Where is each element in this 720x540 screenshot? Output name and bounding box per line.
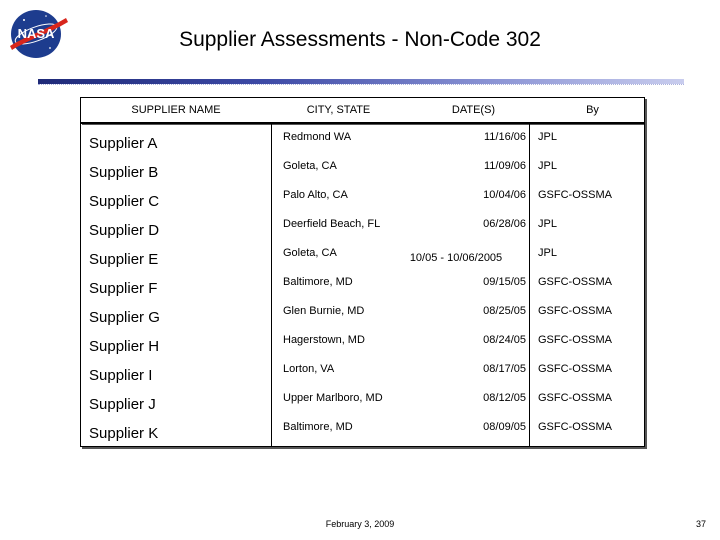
supplier-date: 10/05 - 10/06/2005: [409, 252, 503, 264]
supplier-name: Supplier I: [89, 367, 153, 384]
supplier-date: 09/15/05: [483, 276, 526, 288]
supplier-by: GSFC-OSSMA: [538, 276, 612, 288]
table-row: [81, 356, 644, 385]
supplier-city: Upper Marlboro, MD: [283, 392, 383, 404]
header-by: By: [586, 104, 599, 116]
supplier-by: JPL: [538, 218, 557, 230]
supplier-name: Supplier E: [89, 251, 159, 268]
supplier-city: Baltimore, MD: [283, 276, 353, 288]
supplier-city: Lorton, VA: [283, 363, 335, 375]
supplier-date: 08/17/05: [483, 363, 526, 375]
supplier-name: Supplier J: [89, 396, 156, 413]
supplier-name: Supplier B: [89, 164, 159, 181]
table-row: [81, 385, 644, 414]
supplier-city: Goleta, CA: [283, 247, 337, 259]
supplier-date: 06/28/06: [483, 218, 526, 230]
supplier-by: GSFC-OSSMA: [538, 392, 612, 404]
supplier-date: 08/09/05: [483, 421, 526, 433]
supplier-name: Supplier D: [89, 222, 160, 239]
supplier-name: Supplier F: [89, 280, 158, 297]
page-number: 37: [695, 519, 706, 529]
supplier-name: Supplier C: [89, 193, 160, 210]
table-row: [81, 298, 644, 327]
supplier-date: 11/09/06: [483, 160, 526, 172]
page-title: Supplier Assessments - Non-Code 302: [179, 28, 541, 51]
table-row: [81, 153, 644, 182]
supplier-by: JPL: [538, 131, 557, 143]
supplier-name: Supplier G: [89, 309, 160, 326]
supplier-date: 08/25/05: [483, 305, 526, 317]
supplier-city: Baltimore, MD: [283, 421, 353, 433]
table-row: [81, 269, 644, 298]
table-row: [81, 124, 644, 153]
supplier-by: GSFC-OSSMA: [538, 421, 612, 433]
table-row: [81, 240, 644, 269]
supplier-city: Palo Alto, CA: [283, 189, 348, 201]
supplier-by: GSFC-OSSMA: [538, 334, 612, 346]
supplier-city: Redmond WA: [283, 131, 352, 143]
supplier-date: 08/24/05: [483, 334, 526, 346]
supplier-name: Supplier K: [89, 425, 159, 442]
supplier-city: Deerfield Beach, FL: [283, 218, 381, 230]
header-dates: DATE(S): [451, 104, 496, 116]
table-header: [80, 97, 645, 123]
supplier-by: JPL: [538, 247, 557, 259]
header-city-state: CITY, STATE: [306, 104, 371, 116]
supplier-table: [80, 123, 645, 447]
table-row: [81, 211, 644, 240]
title-rule-dots: [38, 84, 684, 86]
table-row: [81, 414, 644, 443]
supplier-city: Goleta, CA: [283, 160, 337, 172]
supplier-name: Supplier H: [89, 338, 160, 355]
supplier-by: GSFC-OSSMA: [538, 189, 612, 201]
nasa-wordmark: NASA: [17, 26, 55, 41]
supplier-date: 10/04/06: [483, 189, 526, 201]
supplier-by: JPL: [538, 160, 557, 172]
supplier-city: Glen Burnie, MD: [283, 305, 365, 317]
header-supplier-name: SUPPLIER NAME: [131, 104, 221, 116]
table-row: [81, 182, 644, 211]
supplier-by: GSFC-OSSMA: [538, 305, 612, 317]
supplier-name: Supplier A: [89, 135, 158, 152]
table-row: [81, 327, 644, 356]
supplier-city: Hagerstown, MD: [283, 334, 365, 346]
supplier-date: 08/12/05: [483, 392, 526, 404]
supplier-by: GSFC-OSSMA: [538, 363, 612, 375]
footer-date: February 3, 2009: [325, 519, 395, 529]
supplier-date: 11/16/06: [483, 131, 526, 143]
